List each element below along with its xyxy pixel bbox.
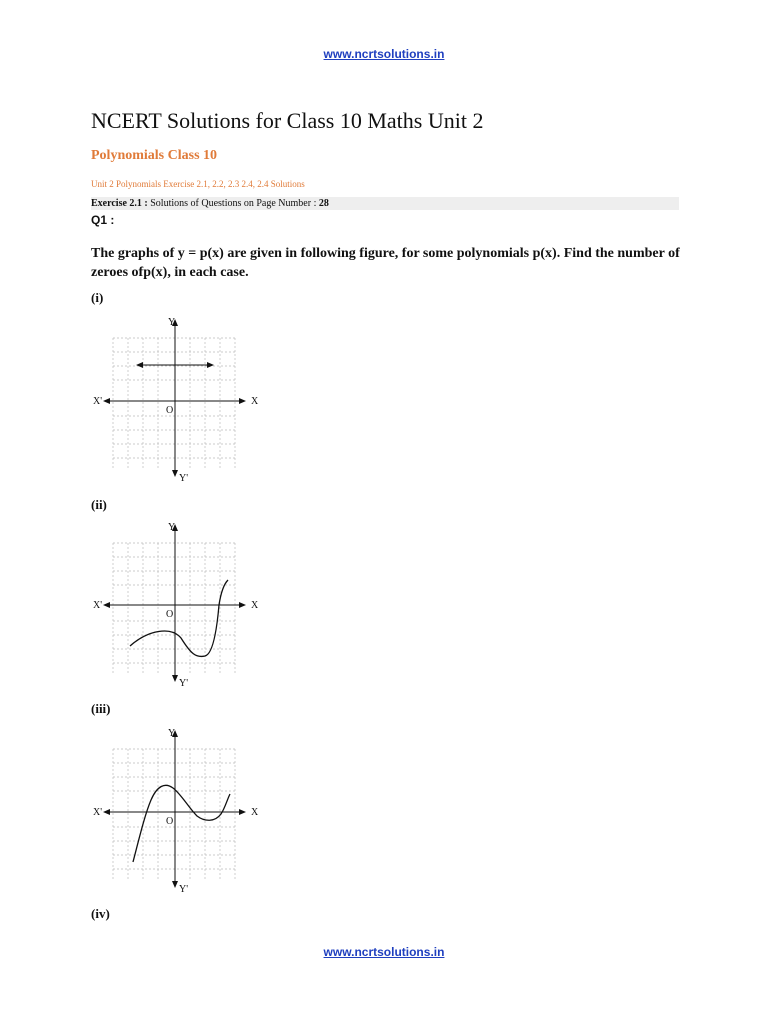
y-neg-arrow-i	[172, 470, 178, 477]
grid-iii	[113, 749, 235, 879]
graph-i	[93, 313, 268, 485]
question-label: Q1 :	[91, 213, 115, 227]
x-arrow-i	[239, 398, 246, 404]
exercise-text: Solutions of Questions on Page Number :	[147, 198, 319, 209]
part-label-ii: (ii)	[91, 497, 107, 512]
unit-line: Unit 2 Polynomials Exercise 2.1, 2.2, 2.3 2.4, 2.4 Solutions	[91, 179, 305, 189]
graph-iii	[93, 724, 268, 896]
exercise-page-number: 28	[318, 198, 329, 209]
graph-ii	[93, 518, 268, 690]
page-title: NCERT Solutions for Class 10 Maths Unit 2	[91, 108, 484, 133]
x-neg-label-iii: X'	[93, 807, 103, 818]
x-neg-arrow-ii	[103, 602, 110, 608]
y-label-iii: Y	[168, 728, 176, 739]
curve-ii	[130, 580, 228, 656]
part-label-iii: (iii)	[91, 701, 111, 716]
y-neg-label-ii: Y'	[179, 678, 189, 689]
y-neg-arrow-iii	[172, 881, 178, 888]
x-arrow-iii	[239, 809, 246, 815]
x-label-ii: X	[251, 600, 259, 611]
x-label-iii: X	[251, 807, 259, 818]
x-neg-arrow-iii	[103, 809, 110, 815]
header-site-link[interactable]: www.ncrtsolutions.in	[323, 47, 445, 61]
y-neg-arrow-ii	[172, 675, 178, 682]
x-neg-label-i: X'	[93, 396, 103, 407]
curve-iii	[133, 785, 230, 862]
grid-ii	[113, 543, 235, 673]
curve-i-right-arrow	[207, 362, 214, 368]
footer-site-link[interactable]: www.ncrtsolutions.in	[323, 945, 445, 959]
x-label-i: X	[251, 396, 259, 407]
x-neg-arrow-i	[103, 398, 110, 404]
part-label-iv: (iv)	[91, 906, 110, 921]
exercise-label: Exercise 2.1 :	[91, 198, 148, 209]
exercise-bar	[91, 197, 679, 210]
part-label-i: (i)	[91, 290, 104, 305]
origin-label-i: O	[166, 405, 174, 416]
x-neg-label-ii: X'	[93, 600, 103, 611]
curve-i-left-arrow	[136, 362, 143, 368]
y-neg-label-iii: Y'	[179, 884, 189, 895]
x-arrow-ii	[239, 602, 246, 608]
y-label-ii: Y	[168, 522, 176, 533]
origin-label-iii: O	[166, 816, 174, 827]
question-text: The graphs of y = p(x) are given in following figure, for some polynomials p(x). Find the number of zeroes ofp(x), in each case.	[91, 246, 680, 280]
y-neg-label-i: Y'	[179, 473, 189, 484]
y-label-i: Y	[168, 317, 176, 328]
subtitle: Polynomials Class 10	[91, 148, 218, 163]
origin-label-ii: O	[166, 609, 174, 620]
grid-i	[113, 338, 235, 468]
